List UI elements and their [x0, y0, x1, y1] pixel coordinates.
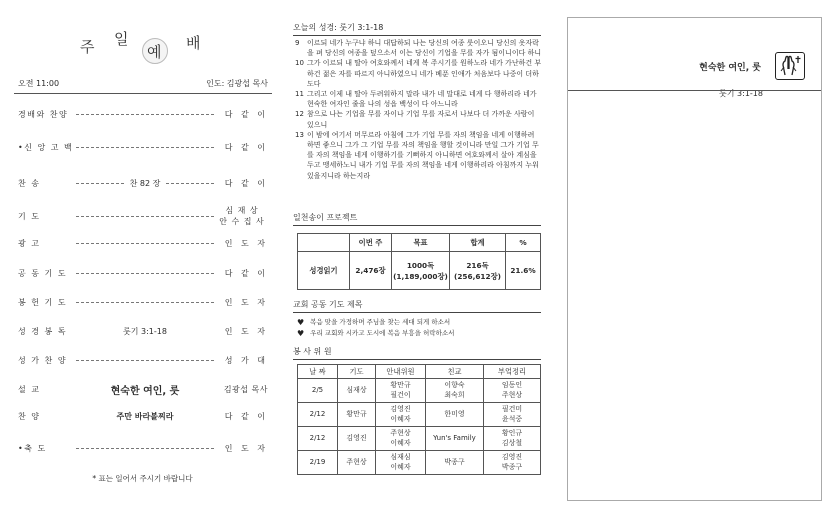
verse-text: 참으로 나는 기업을 무를 자이나 기업 무를 자로서 나보다 더 가까운 사람이 있으니 — [307, 110, 535, 129]
kitchen-name: 윤석중 — [501, 414, 523, 423]
order-mid — [74, 379, 216, 399]
goal-value — [392, 252, 450, 290]
order-person: 다 같 이 — [224, 109, 268, 119]
order-person: 성 가 대 — [224, 355, 268, 365]
total-line-1: 216독 — [466, 260, 489, 270]
table-header: 이번 주 — [350, 234, 392, 252]
table-header: 날 짜 — [298, 365, 338, 379]
goal-line-1: 1000독 — [406, 260, 435, 270]
order-leader-line — [74, 137, 216, 157]
fellowship-name: 최숙희 — [444, 390, 465, 399]
usher-name: 황만규 — [390, 381, 411, 389]
fellowship-cell — [426, 379, 484, 403]
table-header — [298, 234, 350, 252]
order-leader-line — [74, 173, 216, 193]
order-person: 인 도 자 — [224, 443, 268, 453]
order-person: 다 같 이 — [224, 142, 268, 152]
table-row — [298, 403, 541, 427]
verse — [295, 109, 543, 129]
date-cell: 2/12 — [298, 403, 338, 427]
divider — [14, 93, 272, 94]
table-header: 친교 — [426, 365, 484, 379]
table-row — [298, 252, 541, 290]
order-item: 찬 양 — [18, 411, 41, 421]
order-item: 성 가 찬 양 — [18, 355, 68, 365]
order-row — [18, 137, 268, 157]
verse-number: 12 — [295, 110, 304, 119]
order-leader-line — [74, 263, 216, 283]
sermon-title: 현숙한 여인, 룻 — [106, 382, 185, 397]
order-item: 기 도 — [18, 211, 41, 221]
order-item: 공 동 기 도 — [18, 268, 68, 278]
order-item: •축 도 — [18, 443, 47, 453]
divider — [568, 90, 821, 91]
prayer-text: 우리 교회와 시카고 도시에 복음 부흥을 허락하소서 — [310, 329, 455, 337]
scripture-text — [295, 38, 543, 181]
sermon-notes-box — [567, 17, 822, 501]
order-row — [18, 379, 268, 399]
service-leader: 인도: 김광섭 목사 — [206, 79, 268, 88]
order-row — [18, 406, 268, 426]
order-person: 인 도 자 — [224, 326, 268, 336]
bible-project-table — [297, 233, 541, 290]
usher-cell — [376, 379, 426, 403]
prayer-cell: 황만규 — [338, 403, 376, 427]
order-person: 다 같 이 — [224, 268, 268, 278]
prayer-cell: 김영진 — [338, 427, 376, 451]
table-header-row — [298, 234, 541, 252]
total-value — [450, 252, 506, 290]
prayer-heading: 교회 공동 기도 제목 — [293, 299, 541, 313]
heart-icon: ♥ — [297, 318, 305, 327]
verse-number: 9 — [295, 39, 300, 47]
heart-icon: ♥ — [297, 329, 305, 338]
praying-hands-graphic — [776, 53, 803, 78]
order-mid — [74, 321, 216, 341]
order-leader-line — [74, 438, 216, 458]
order-person: 인 도 자 — [224, 297, 268, 307]
worship-title — [70, 26, 220, 66]
hymn-number: 찬 82 장 — [125, 178, 166, 189]
verse — [295, 130, 543, 181]
fellowship-cell: 박종구 — [426, 451, 484, 475]
kitchen-name: 황인규 — [501, 429, 523, 437]
kitchen-cell — [484, 451, 541, 475]
usher-name: 심재심 — [390, 453, 411, 461]
table-header-row — [298, 365, 541, 379]
fellowship-name: 이향숙 — [444, 381, 465, 389]
order-person: 김광섭 목사 — [223, 384, 268, 394]
order-row — [18, 203, 268, 229]
sermon-scripture: 룻기 3:1-18 — [719, 89, 763, 98]
prayer-item — [297, 317, 541, 328]
service-table — [297, 364, 541, 475]
usher-cell — [376, 427, 426, 451]
order-row — [18, 438, 268, 458]
scripture-heading: 오늘의 성경: 룻기 3:1-18 — [293, 22, 541, 36]
table-header: 안내위원 — [376, 365, 426, 379]
praying-hands-icon — [775, 52, 805, 80]
order-leader-line — [74, 233, 216, 253]
order-item: 광 고 — [18, 238, 41, 248]
kitchen-name: 박종구 — [501, 462, 523, 471]
fellowship-cell: 한미영 — [426, 403, 484, 427]
praise-song-title: 주만 바라볼찌라 — [112, 411, 179, 422]
scripture-reference: 룻기 3:1-18 — [118, 326, 172, 337]
order-leader-line — [74, 350, 216, 370]
sermon-title: 현숙한 여인, 룻 — [699, 63, 761, 73]
usher-cell — [376, 451, 426, 475]
row-label: 성경읽기 — [298, 252, 350, 290]
table-header: 목표 — [392, 234, 450, 252]
order-row — [18, 350, 268, 370]
announcements-panel — [293, 0, 545, 507]
kitchen-name: 필건미 — [501, 405, 523, 413]
order-row — [18, 104, 268, 124]
order-item: 성 경 봉 독 — [18, 326, 68, 336]
order-of-worship-panel — [0, 0, 285, 507]
verse-text: 이 밤에 여기서 머무르라 아침에 그가 기업 무를 자의 책임을 네게 이행하려 하면 좋으니 그가 그 기업 무를 자의 책임을 행할 것이니라 만일 그가 기업 무를 자의 책임을 네게 이행하기를 기뻐하지 아니하면 여호와께서 살아 계심을 두고 맹세하노니 내가 기업 무를 자의 책임을 네게 이행하리라 아침까지 누워 있을지니라 하는지라 — [307, 130, 539, 180]
usher-name: 김영진 — [390, 405, 411, 413]
order-item: 봉 헌 기 도 — [18, 297, 68, 307]
title-char-3: 예 — [147, 43, 162, 61]
verse-number: 13 — [295, 130, 304, 139]
kitchen-cell — [484, 403, 541, 427]
order-row — [18, 263, 268, 283]
order-person: 다 같 이 — [224, 411, 268, 421]
fellowship-cell: Yun's Family — [426, 427, 484, 451]
date-cell: 2/19 — [298, 451, 338, 475]
prayer-list — [297, 317, 541, 339]
verse-text: 그가 이르되 내 딸아 여호와께서 네게 복 주시기를 원하노라 네가 가난하건 부하건 젊은 자를 따르지 아니하였으니 네가 베푼 인애가 처음보다 나중이 더하도다 — [307, 59, 542, 88]
table-header: % — [506, 234, 541, 252]
prayer-leader-title: 안 수 집 사 — [219, 217, 265, 226]
kitchen-name: 임동인 — [501, 381, 523, 389]
verse — [295, 58, 543, 89]
order-row — [18, 173, 268, 193]
order-item: 찬 송 — [18, 178, 41, 188]
verse-text: 그리고 이제 내 딸아 두려워하지 말라 내가 네 말대로 네게 다 행하리라 네가 현숙한 여자인 줄을 나의 성읍 백성이 다 아느니라 — [307, 90, 537, 109]
date-cell: 2/12 — [298, 427, 338, 451]
usher-cell — [376, 403, 426, 427]
kitchen-cell — [484, 379, 541, 403]
service-heading: 봉 사 위 원 — [293, 346, 541, 360]
verse — [295, 38, 543, 58]
worship-meta — [18, 78, 268, 89]
table-header: 기도 — [338, 365, 376, 379]
order-row — [18, 233, 268, 253]
usher-name: 필건이 — [390, 390, 411, 399]
total-line-2: (256,612장) — [454, 271, 501, 281]
prayer-item — [297, 328, 541, 339]
sermon-notes-panel — [567, 0, 823, 507]
order-leader-line — [74, 206, 216, 226]
order-leader-line — [74, 104, 216, 124]
kitchen-cell — [484, 427, 541, 451]
prayer-cell: 주현상 — [338, 451, 376, 475]
verse-text: 이르되 네가 누구냐 하니 대답하되 나는 당신의 여종 룻이오니 당신의 옷자락을 펴 당신의 여종을 덮으소서 이는 당신이 기업을 무를 자가 됨이니이다 하니 — [307, 39, 542, 58]
order-row — [18, 321, 268, 341]
table-header: 부엌정리 — [484, 365, 541, 379]
prayer-text: 복음 맞을 가정하며 주님을 찾는 세대 되게 하소서 — [310, 318, 451, 326]
standing-footnote: * 표는 일어서 주시기 바랍니다 — [92, 474, 193, 483]
kitchen-name: 주현상 — [501, 390, 523, 399]
verse — [295, 89, 543, 109]
table-row — [298, 427, 541, 451]
order-person: 다 같 이 — [224, 178, 268, 188]
title-char-2: 일 — [114, 30, 129, 48]
bible-project-heading: 일천송이 프로젝트 — [293, 212, 541, 226]
table-row — [298, 379, 541, 403]
table-header: 합계 — [450, 234, 506, 252]
prayer-leader-name: 심 재 상 — [225, 206, 259, 215]
verse-number: 11 — [295, 90, 304, 99]
date-cell: 2/5 — [298, 379, 338, 403]
goal-line-2: (1,189,000장) — [393, 271, 448, 281]
verse-number: 10 — [295, 59, 304, 68]
table-row — [298, 451, 541, 475]
usher-name: 주현상 — [390, 429, 411, 437]
kitchen-name: 김영진 — [501, 453, 523, 461]
usher-name: 이혜자 — [390, 414, 411, 423]
title-char-4: 배 — [186, 34, 201, 52]
order-person: 인 도 자 — [224, 238, 268, 248]
service-time: 오전 11:00 — [18, 79, 60, 88]
prayer-cell: 심재상 — [338, 379, 376, 403]
usher-name: 이혜자 — [390, 462, 411, 471]
order-row — [18, 292, 268, 312]
order-person — [216, 205, 268, 227]
usher-name: 이혜자 — [390, 438, 411, 447]
order-mid — [74, 406, 216, 426]
order-item: 설 교 — [18, 384, 41, 394]
title-char-1: 주 — [80, 38, 95, 56]
kitchen-name: 김상철 — [501, 438, 523, 447]
order-item: •신 앙 고 백 — [18, 142, 74, 152]
percent-value: 21.6% — [506, 252, 541, 290]
order-item: 경배와 찬양 — [18, 109, 69, 119]
this-week-value: 2,476장 — [350, 252, 392, 290]
order-leader-line — [74, 292, 216, 312]
